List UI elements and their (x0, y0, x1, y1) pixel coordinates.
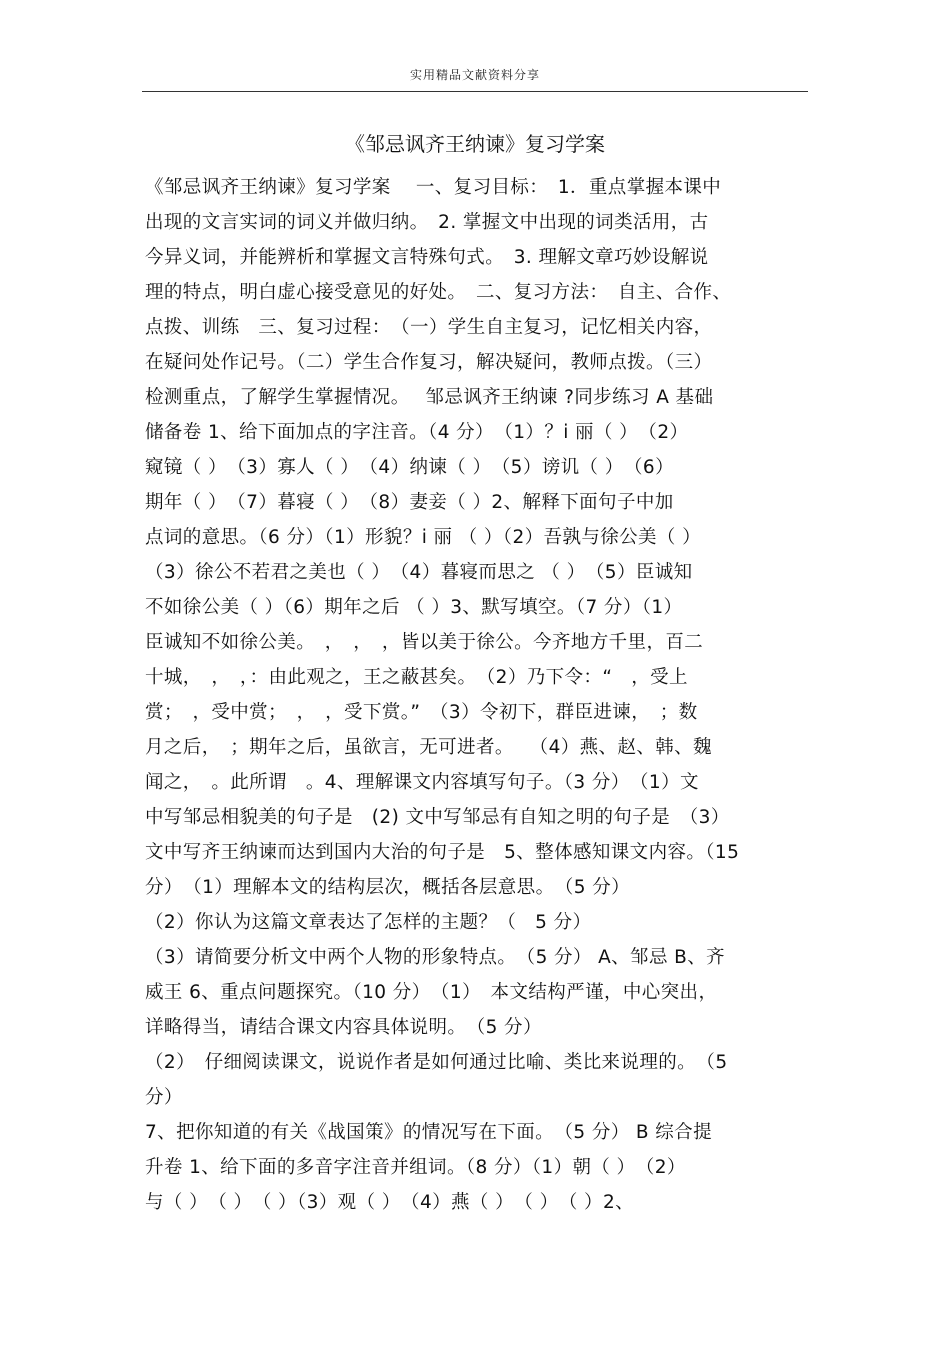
body-line: 臣诚知不如徐公美。 ， ， ，皆以美于徐公。今齐地方千里，百二 (145, 632, 704, 653)
body-line: 闻之， 。此所谓 。4、理解课文内容填写句子。（3 分） （1）文 (145, 772, 699, 793)
body-line: 点拨、训练 三、复习过程： （一）学生自主复习，记忆相关内容， (145, 317, 713, 338)
body-line: （3）徐公不若君之美也（ ） （4）暮寝而思之 （ ） （5）臣诚知 (145, 562, 693, 583)
body-line: 分） (145, 1087, 183, 1108)
body-line: 理的特点，明白虚心接受意见的好处。 二、复习方法： 自主、合作、 (145, 282, 732, 303)
body-line: 7、把你知道的有关《战国策》的情况写在下面。 （5 分） B 综合提 (145, 1122, 712, 1143)
body-line: 窥镜（ ） （3）寡人（ ） （4）纳谏（ ） （5）谤讥（ ） （6） (145, 457, 675, 478)
body-line: 赏； ，受中赏； ， ，受下赏。” （3）令初下，群臣进谏， ；数 (145, 702, 698, 723)
body-line: 与（ ） （ ） （ ）（3）观（ ） （4）燕（ ） （ ） （ ）2、 (145, 1192, 635, 1213)
body-line: 不如徐公美（ ）（6）期年之后 （ ）3、默写填空。（7 分）（1） (145, 597, 683, 618)
body-line: 检测重点，了解学生掌握情况。 邹忌讽齐王纳谏 ?同步练习 A 基础 (145, 387, 714, 408)
body-line: （2） 仔细阅读课文，说说作者是如何通过比喻、类比来说理的。 （5 (145, 1052, 728, 1073)
body-line: 详略得当，请结合课文内容具体说明。 （5 分） (145, 1017, 542, 1038)
document-title: 《邹忌讽齐王纳谏》复习学案 (345, 132, 605, 156)
page-header: 实用精品文献资料分享 (409, 68, 540, 82)
document-body (145, 170, 811, 1220)
body-line: 十城， ， ，：由此观之，王之蔽甚矣。 （2）乃下令：“ ，受上 (145, 667, 688, 688)
body-line: 威王 6、重点问题探究。（10 分） （1） 本文结构严谨，中心突出， (145, 982, 718, 1003)
body-line: 分） （1）理解本文的结构层次，概括各层意思。 （5 分） (145, 877, 631, 898)
body-line: 出现的文言实词的词义并做归纳。 2. 掌握文中出现的词类活用，古 (145, 212, 709, 233)
body-line: （3）请简要分析文中两个人物的形象特点。 （5 分） A、邹忌 B、齐 (145, 947, 726, 968)
body-line: 储备卷 1、给下面加点的字注音。（4 分） （1）？i 丽（ ） （2） (145, 422, 689, 443)
body-line: 在疑问处作记号。（二）学生合作复习，解决疑问，教师点拨。（三） (145, 352, 713, 373)
body-line: 点词的意思。（6 分）（1）形貌？i 丽 （ ）（2）吾孰与徐公美（ ） (145, 527, 702, 548)
body-line: 今异义词，并能辨析和掌握文言特殊句式。 3. 理解文章巧妙设解说 (145, 247, 709, 268)
body-line: 期年（ ） （7）暮寝（ ） （8）妻妾（ ）2、解释下面句子中加 (145, 492, 674, 513)
body-line: 文中写齐王纳谏而达到国内大治的句子是 5、整体感知课文内容。（15 (145, 842, 740, 863)
body-line: 中写邹忌相貌美的句子是 (2) 文中写邹忌有自知之明的句子是 （3） (145, 807, 730, 828)
body-line: 《邹忌讽齐王纳谏》复习学案 一、复习目标： 1．重点掌握本课中 (145, 177, 722, 198)
body-line: 升卷 1、给下面的多音字注音并组词。（8 分）（1）朝（ ） （2） (145, 1157, 686, 1178)
body-line: 月之后， ；期年之后，虽欲言，无可进者。 （4）燕、赵、韩、魏 (145, 737, 712, 758)
header-divider (142, 91, 808, 92)
body-line: （2）你认为这篇文章表达了怎样的主题？（ 5 分） (145, 912, 592, 933)
